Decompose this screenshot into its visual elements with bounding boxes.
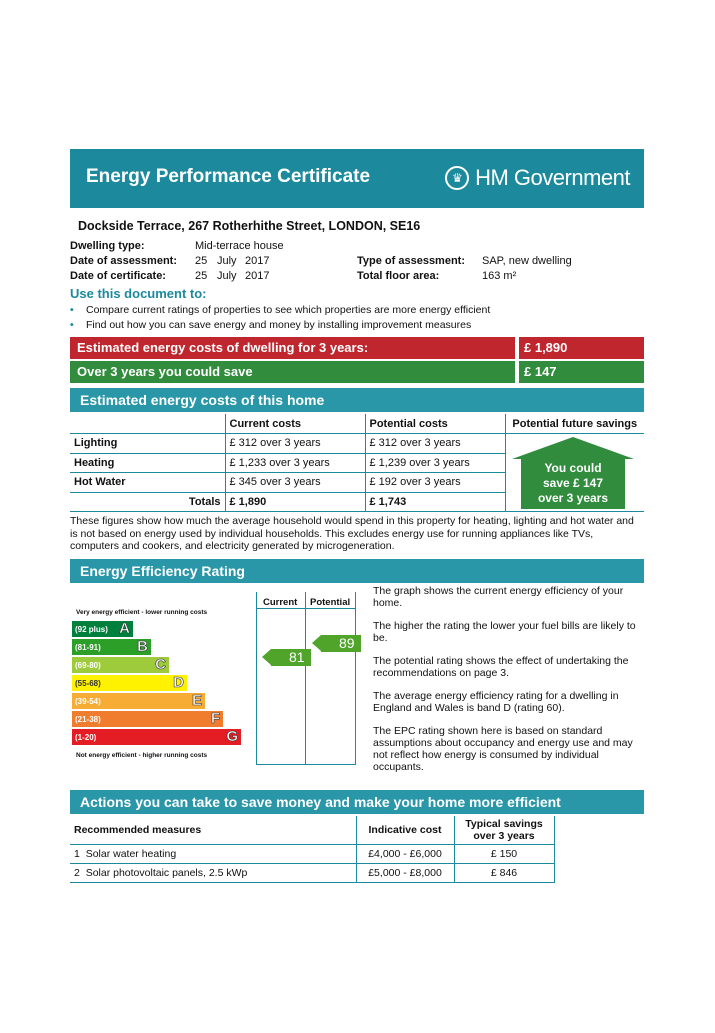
- totals-label: Totals: [188, 495, 221, 508]
- row-label: Hot Water: [74, 476, 126, 489]
- indicative-cost: £4,000 - £6,000: [356, 845, 454, 864]
- savings-bar: [70, 361, 644, 383]
- savings-box: [521, 459, 625, 509]
- costs-section-title: Estimated energy costs of this home: [70, 388, 644, 412]
- list-item: [70, 319, 490, 331]
- date-assessment-day: 25: [195, 255, 208, 267]
- actions-table: [70, 816, 555, 883]
- savings-arrow: [512, 437, 634, 509]
- band-letter: C: [155, 656, 166, 673]
- date-assessment-label: Date of assessment:: [70, 255, 177, 267]
- list-item: [70, 304, 490, 316]
- floor-area-label: Total floor area:: [357, 270, 440, 282]
- typical-saving: £ 846: [454, 864, 554, 883]
- type-assessment-label: Type of assessment:: [357, 255, 466, 267]
- date-certificate-day: 25: [195, 270, 208, 282]
- date-assessment-row: [70, 255, 177, 267]
- eer-top-note: Very energy efficient - lower running costs: [76, 609, 208, 616]
- band-range: (69-80): [75, 661, 101, 670]
- band-range: (55-68): [75, 679, 101, 688]
- eer-paragraph: The graph shows the current energy efficiency of your home.: [373, 585, 624, 609]
- measure-cell: [70, 864, 356, 883]
- rating-band-f: [72, 711, 223, 727]
- row-label: Lighting: [74, 437, 118, 450]
- typical-saving: £ 150: [454, 845, 554, 864]
- total-potential: £ 1,743: [365, 492, 505, 512]
- eer-section-title: Energy Efficiency Rating: [70, 559, 644, 583]
- dwelling-type-label: Dwelling type:: [70, 240, 145, 252]
- current-cost: £ 312 over 3 years: [225, 434, 365, 454]
- rating-band-e: [72, 693, 205, 709]
- eer-paragraph: The EPC rating shown here is based on standard assumptions about occupancy and energy use and may not reflect how energy is consumed by individual occupants.: [373, 725, 633, 773]
- eer-explanation: [373, 585, 643, 784]
- date-certificate-row: [70, 270, 166, 282]
- estimated-costs-bar: [70, 337, 644, 359]
- type-assessment-row: [357, 255, 465, 267]
- band-range: (1-20): [75, 733, 97, 742]
- government-label: HM Government: [475, 165, 630, 190]
- savings-line: over 3 years: [537, 491, 609, 505]
- current-cost: £ 1,233 over 3 years: [225, 453, 365, 473]
- band-range: (39-54): [75, 697, 101, 706]
- bullet-icon: •: [70, 304, 74, 316]
- band-letter: D: [173, 674, 184, 691]
- table-header-measures: Recommended measures: [74, 824, 202, 836]
- rating-band-g: [72, 729, 241, 745]
- current-cost: £ 345 over 3 years: [225, 473, 365, 493]
- date-certificate-label: Date of certificate:: [70, 270, 166, 282]
- eer-paragraph: The higher the rating the lower your fuel bills are likely to be.: [373, 620, 636, 644]
- chart-divider: [256, 764, 356, 765]
- table-header-potential: Potential costs: [365, 414, 505, 434]
- date-assessment-year: 2017: [245, 255, 270, 267]
- table-row: [70, 845, 554, 864]
- property-address: Dockside Terrace, 267 Rotherhithe Street, LONDON, SE16: [78, 219, 421, 233]
- measure-number: 2: [74, 867, 80, 879]
- up-arrow-icon: [512, 437, 634, 459]
- certificate-header: [70, 149, 644, 208]
- rating-band-a: [72, 621, 133, 637]
- floor-area-row: [357, 270, 439, 282]
- table-header-savings: Potential future savings: [505, 414, 644, 434]
- current-rating-arrow: 81: [271, 649, 311, 666]
- use-document-title: Use this document to:: [70, 286, 207, 301]
- chart-divider: [256, 592, 257, 764]
- potential-rating-arrow: 89: [321, 635, 361, 652]
- column-potential: Potential: [310, 597, 351, 608]
- band-letter: B: [137, 638, 148, 655]
- table-header-cost: Indicative cost: [356, 816, 454, 845]
- chart-divider: [355, 592, 356, 764]
- rating-band-c: [72, 657, 169, 673]
- savings-line: save £ 147: [542, 476, 604, 490]
- table-header: [70, 414, 225, 434]
- date-certificate-year: 2017: [245, 270, 270, 282]
- table-row: [70, 816, 554, 845]
- floor-area-value: 163 m²: [482, 270, 517, 282]
- potential-cost: £ 312 over 3 years: [365, 434, 505, 454]
- measure-cell: [70, 845, 356, 864]
- crest-icon: ♛: [445, 166, 469, 190]
- chart-divider: [256, 608, 356, 609]
- band-letter: F: [210, 710, 220, 727]
- indicative-cost: £5,000 - £8,000: [356, 864, 454, 883]
- table-header-current: Current costs: [225, 414, 365, 434]
- potential-cost: £ 1,239 over 3 years: [365, 453, 505, 473]
- bullet-text: Compare current ratings of properties to see which properties are more energy efficient: [86, 304, 491, 316]
- band-range: (21-38): [75, 715, 101, 724]
- actions-section-title: Actions you can take to save money and make your home more efficient: [70, 790, 644, 814]
- eer-paragraph: The average energy efficiency rating for a dwelling in England and Wales is band D (rating 60).: [373, 690, 619, 714]
- chart-divider: [305, 592, 306, 764]
- potential-cost: £ 192 over 3 years: [365, 473, 505, 493]
- measure-name: Solar photovoltaic panels, 2.5 kWp: [85, 867, 248, 879]
- table-row: [70, 414, 644, 434]
- band-range: (81-91): [75, 643, 101, 652]
- page-title: Energy Performance Certificate: [86, 166, 371, 187]
- band-letter: A: [119, 620, 130, 637]
- table-header-saving: Typical savings over 3 years: [454, 816, 554, 845]
- type-assessment-value: SAP, new dwelling: [482, 255, 572, 267]
- dwelling-type-value: Mid-terrace house: [195, 240, 284, 252]
- date-certificate-month: July: [217, 270, 237, 282]
- savings-label: Over 3 years you could save: [70, 361, 515, 383]
- table-row: [70, 864, 554, 883]
- costs-note: These figures show how much the average household would spend in this property for heating, lighting and hot water and is not based on energy used by individual households. This excludes energy use for running appliances like TVs, computers and cookers, and electricity generated by microgeneration.: [70, 515, 634, 552]
- measure-name: Solar water heating: [85, 848, 177, 860]
- date-assessment-month: July: [217, 255, 237, 267]
- rating-band-d: [72, 675, 187, 691]
- total-current: £ 1,890: [225, 492, 365, 512]
- column-current: Current: [263, 597, 298, 608]
- hm-government-logo: [445, 163, 630, 193]
- row-label: Heating: [74, 456, 115, 469]
- estimated-costs-label: Estimated energy costs of dwelling for 3 years:: [70, 337, 515, 359]
- band-range: (92 plus): [75, 625, 108, 634]
- savings-value: £ 147: [519, 361, 644, 383]
- measure-number: 1: [74, 848, 80, 860]
- rating-band-b: [72, 639, 151, 655]
- use-document-list: [70, 304, 490, 334]
- eer-bottom-note: Not energy efficient - higher running costs: [76, 752, 208, 759]
- bullet-icon: •: [70, 319, 74, 331]
- bullet-text: Find out how you can save energy and money by installing improvement measures: [86, 319, 472, 331]
- band-letter: E: [191, 692, 202, 709]
- savings-line: You could: [544, 461, 602, 475]
- dwelling-type-row: [70, 240, 145, 252]
- estimated-costs-value: £ 1,890: [519, 337, 644, 359]
- eer-paragraph: The potential rating shows the effect of undertaking the recommendations on page 3.: [373, 655, 629, 679]
- band-letter: G: [226, 728, 238, 745]
